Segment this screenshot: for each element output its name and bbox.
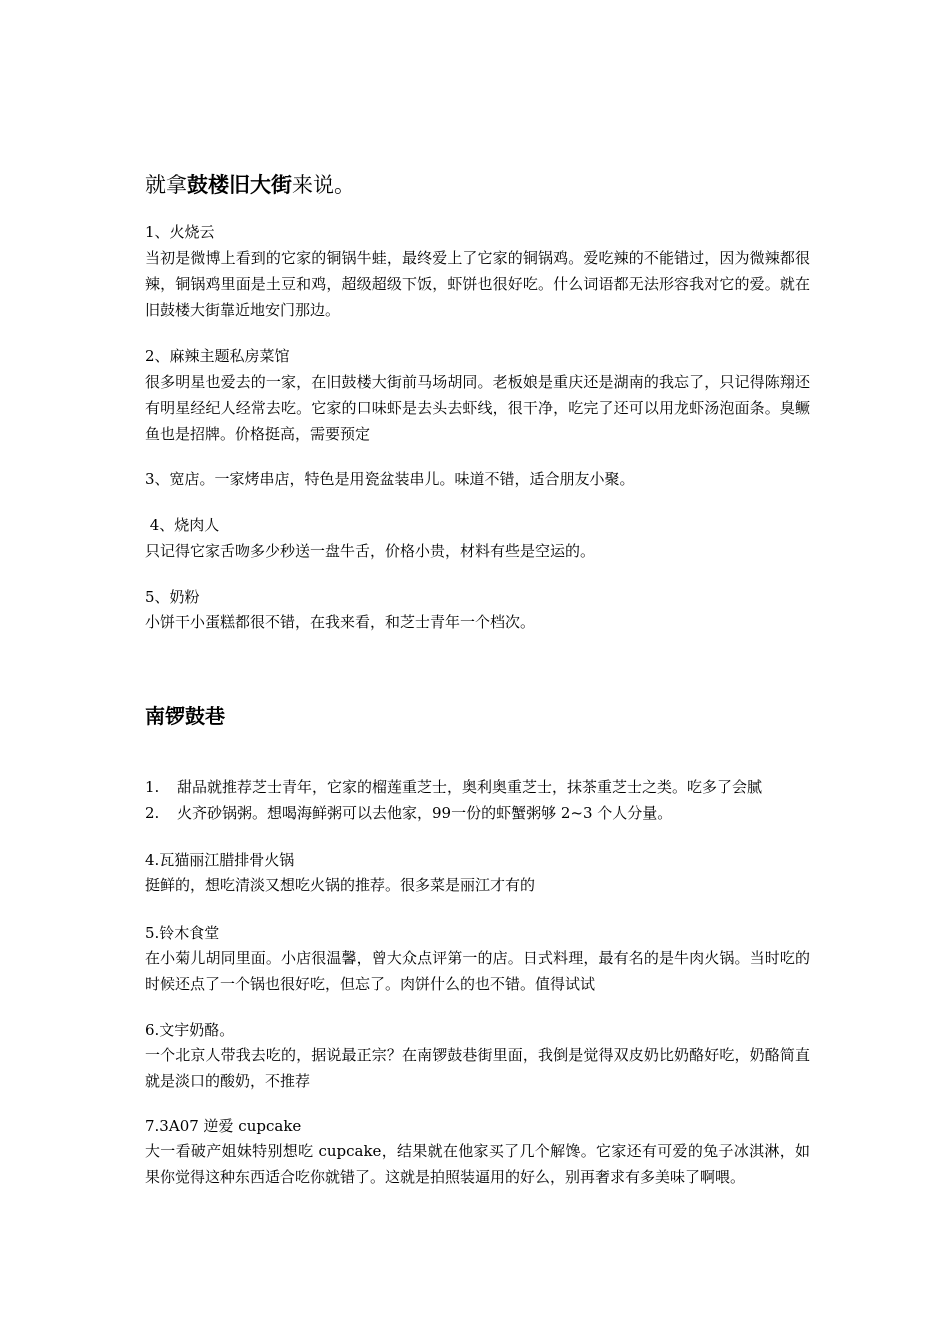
item-title: 4、烧肉人	[145, 516, 220, 534]
list-number: 1.	[145, 778, 160, 796]
item-title: 5、奶粉	[145, 588, 200, 606]
item-body: 小饼干小蛋糕都很不错，在我来看，和芝士青年一个档次。	[145, 613, 536, 631]
list-item	[145, 774, 810, 800]
item-title: 6.文宇奶酪。	[145, 1021, 235, 1039]
list-number: 2.	[145, 804, 160, 822]
item-title: 3、宽店。一家烤串店，特色是用瓷盆装串儿。味道不错，适合朋友小聚。	[145, 470, 635, 488]
item-title: 7.3A07 逆爱 cupcake	[145, 1117, 302, 1135]
item-body: 当初是微博上看到的它家的铜锅牛蛙，最终爱上了它家的铜锅鸡。爱吃辣的不能错过，因为微辣都很辣，铜锅鸡里面是土豆和鸡，超级超级下饭，虾饼也很好吃。什么词语都无法形容我对它的爱。就在旧鼓楼大街靠近地安门那边。	[145, 249, 810, 319]
item-body: 大一看破产姐妹特别想吃 cupcake，结果就在他家买了几个解馋。它家还有可爱的兔子冰淇淋，如果你觉得这种东西适合吃你就错了。这就是拍照装逼用的好么，别再奢求有多美味了啊喂。	[145, 1142, 810, 1186]
heading-suffix: 来说。	[292, 173, 355, 197]
item-title: 4.瓦猫丽江腊排骨火锅	[145, 851, 295, 869]
item-body: 很多明星也爱去的一家，在旧鼓楼大街前马场胡同。老板娘是重庆还是湖南的我忘了，只记得陈翔还有明星经纪人经常去吃。它家的口味虾是去头去虾线，很干净，吃完了还可以用龙虾汤泡面条。臭鳜鱼也是招牌。价格挺高，需要预定	[145, 373, 810, 443]
heading-bold: 鼓楼旧大街	[187, 172, 292, 197]
item-body: 挺鲜的，想吃清淡又想吃火锅的推荐。很多菜是丽江才有的	[145, 876, 536, 894]
item-title: 5.铃木食堂	[145, 924, 220, 942]
list-text: 火齐砂锅粥。想喝海鲜粥可以去他家，99一份的虾蟹粥够 2~3 个人分量。	[177, 804, 673, 822]
list-item	[145, 800, 810, 826]
item-body: 一个北京人带我去吃的，据说最正宗？在南锣鼓巷街里面，我倒是觉得双皮奶比奶酪好吃，奶酪简直就是淡口的酸奶，不推荐	[145, 1046, 810, 1090]
section-heading-gulou	[145, 171, 355, 199]
section-heading-nanluoguxiang: 南锣鼓巷	[145, 704, 225, 728]
heading-prefix: 就拿	[145, 173, 187, 197]
item-title: 2、麻辣主题私房菜馆	[145, 347, 290, 365]
item-title: 1、火烧云	[145, 223, 215, 241]
item-body: 在小菊儿胡同里面。小店很温馨，曾大众点评第一的店。日式料理，最有名的是牛肉火锅。当时吃的时候还点了一个锅也很好吃，但忘了。肉饼什么的也不错。值得试试	[145, 949, 810, 993]
item-body: 只记得它家舌吻多少秒送一盘牛舌，价格小贵，材料有些是空运的。	[145, 542, 596, 560]
list-text: 甜品就推荐芝士青年，它家的榴莲重芝士，奥利奥重芝士，抹茶重芝士之类。吃多了会腻	[177, 778, 763, 796]
